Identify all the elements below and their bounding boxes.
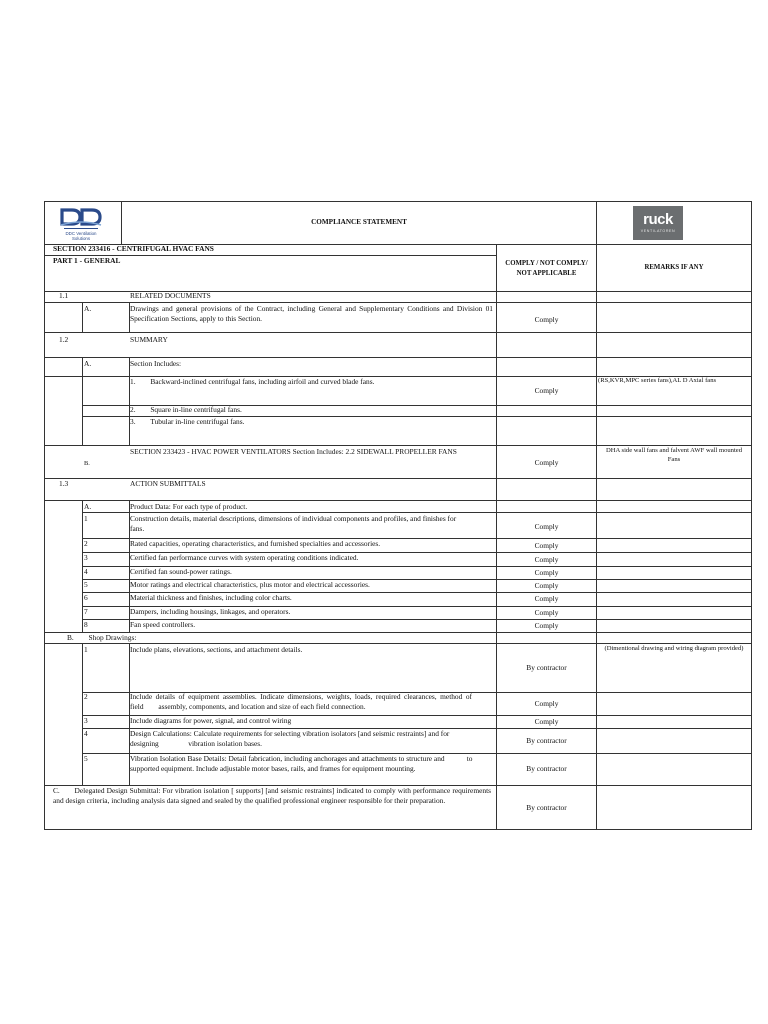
comply-cell: Comply xyxy=(534,541,559,550)
item-number: 3 xyxy=(84,716,88,725)
item-number: 5 xyxy=(84,754,88,763)
comply-cell: Comply xyxy=(534,315,559,324)
item-text: Include diagrams for power, signal, and control wiring xyxy=(130,716,292,725)
comply-cell: Comply xyxy=(534,608,559,617)
row-text: Section Includes: xyxy=(130,359,182,368)
item-number: 3 xyxy=(84,553,88,562)
item-number: 1 xyxy=(84,514,88,523)
item-number: 2 xyxy=(84,692,88,701)
comply-cell: Comply xyxy=(534,594,559,603)
ruck-logo xyxy=(633,206,683,240)
comply-cell: Comply xyxy=(534,581,559,590)
row-number: 1.3 xyxy=(59,479,69,488)
ddc-logo xyxy=(58,206,104,242)
item-text: Vibration Isolation Base Details: Detail fabrication, including anchorages and attachments to structure and to supported equipment. Include adjustable motor bases, rails, and frames for equipment mounting. xyxy=(130,754,473,773)
item-number: 1 xyxy=(84,645,88,654)
row-text: SECTION 233423 - HVAC POWER VENTILATORS Section Includes: 2.2 SIDEWALL PROPELLER FANS xyxy=(130,447,457,456)
row-letter: A. xyxy=(84,502,92,511)
item-text: Dampers, including housings, linkages, and operators. xyxy=(130,607,291,616)
remarks-cell: (RS,KVR,MPC series fans),AL D Axial fans xyxy=(598,377,717,384)
row-text: Drawings and general provisions of the Contract, including General and Supplementary Conditions and Division 01 Specification Sections, apply to this Section. xyxy=(130,304,493,323)
item-text: Include plans, elevations, sections, and attachment details. xyxy=(130,645,303,654)
item-text: Construction details, material descriptions, dimensions of individual components and profiles, and finishes for fans. xyxy=(130,514,457,533)
item-text: Material thickness and finishes, including color charts. xyxy=(130,593,292,602)
item-number: 2 xyxy=(84,539,88,548)
row-heading: SUMMARY xyxy=(130,335,168,344)
row-number: 1.2 xyxy=(59,335,69,344)
comply-cell: Comply xyxy=(534,568,559,577)
item-text: Design Calculations: Calculate requirements for selecting vibration isolators [and seismic restraints] and for designing vibration isolation bases. xyxy=(130,729,450,748)
part-title: PART 1 - GENERAL xyxy=(53,256,121,265)
item-text: Rated capacities, operating characteristics, and furnished specialties and accessories. xyxy=(130,539,381,548)
item-text: Include details of equipment assemblies. Indicate dimensions, weights, loads, required clearances, method of field assembly, components, and location and size of each field connection. xyxy=(130,692,472,711)
row-number: 1.1 xyxy=(59,291,69,300)
row-text: 2. Square in-line centrifugal fans. xyxy=(130,405,242,414)
delegated-design-text: C. Delegated Design Submittal: For vibration isolation [ supports] [and seismic restraints] indicated to comply with performance requirements and design criteria, including analysis data signed and sealed by the qualified professional engineer responsible for their preparation. xyxy=(53,786,491,805)
remarks-cell: (Dimentional drawing and wiring diagram provided) xyxy=(604,645,744,652)
comply-cell: By contractor xyxy=(526,764,567,773)
comply-cell: By contractor xyxy=(526,663,567,672)
item-text: Certified fan sound-power ratings. xyxy=(130,567,232,576)
shop-drawings-label: B. Shop Drawings: xyxy=(67,633,137,642)
remarks-column-header: REMARKS IF ANY xyxy=(644,264,704,271)
svg-text:DDC Ventilation: DDC Ventilation xyxy=(65,231,97,236)
item-number: 4 xyxy=(84,729,88,738)
item-number: 7 xyxy=(84,607,88,616)
comply-cell: Comply xyxy=(534,717,559,726)
comply-cell: Comply xyxy=(534,555,559,564)
ruck-logo-word: ruck xyxy=(643,211,673,228)
row-heading: ACTION SUBMITTALS xyxy=(130,479,206,488)
comply-column-header-line1: COMPLY / NOT COMPLY/ xyxy=(505,260,588,267)
comply-cell: Comply xyxy=(534,621,559,630)
item-text: Fan speed controllers. xyxy=(130,620,196,629)
comply-column-header-line2: NOT APPLICABLE xyxy=(516,270,577,277)
row-letter: A. xyxy=(84,359,92,368)
ruck-logo-sub: VENTILATOREN xyxy=(640,229,676,233)
row-letter: A. xyxy=(84,304,92,313)
row-heading: RELATED DOCUMENTS xyxy=(130,291,211,300)
svg-text:Solutions: Solutions xyxy=(71,236,91,241)
row-text: 1. Backward-inclined centrifugal fans, including airfoil and curved blade fans. xyxy=(130,377,375,386)
comply-cell: By contractor xyxy=(526,803,567,812)
item-number: 6 xyxy=(84,593,88,602)
comply-cell: Comply xyxy=(534,522,559,531)
comply-cell: Comply xyxy=(534,699,559,708)
item-number: 4 xyxy=(84,567,88,576)
row-text: 3. Tubular in-line centrifugal fans. xyxy=(130,417,245,426)
item-text: Motor ratings and electrical characteristics, plus motor and electrical accessories. xyxy=(130,580,370,589)
comply-cell: Comply xyxy=(534,458,559,467)
section-title: SECTION 233416 - CENTRIFUGAL HVAC FANS xyxy=(53,244,214,253)
remarks-cell: DHA side wall fans and falvent AWF wall mounted Fans xyxy=(605,447,743,463)
item-number: 8 xyxy=(84,620,88,629)
compliance-table xyxy=(44,201,752,830)
row-letter: B. xyxy=(84,460,90,467)
item-text: Certified fan performance curves with system operating conditions indicated. xyxy=(130,553,359,562)
page-title: COMPLIANCE STATEMENT xyxy=(311,218,407,226)
item-number: 5 xyxy=(84,580,88,589)
comply-cell: By contractor xyxy=(526,736,567,745)
comply-cell: Comply xyxy=(534,386,559,395)
row-text: Product Data: For each type of product. xyxy=(130,502,248,511)
